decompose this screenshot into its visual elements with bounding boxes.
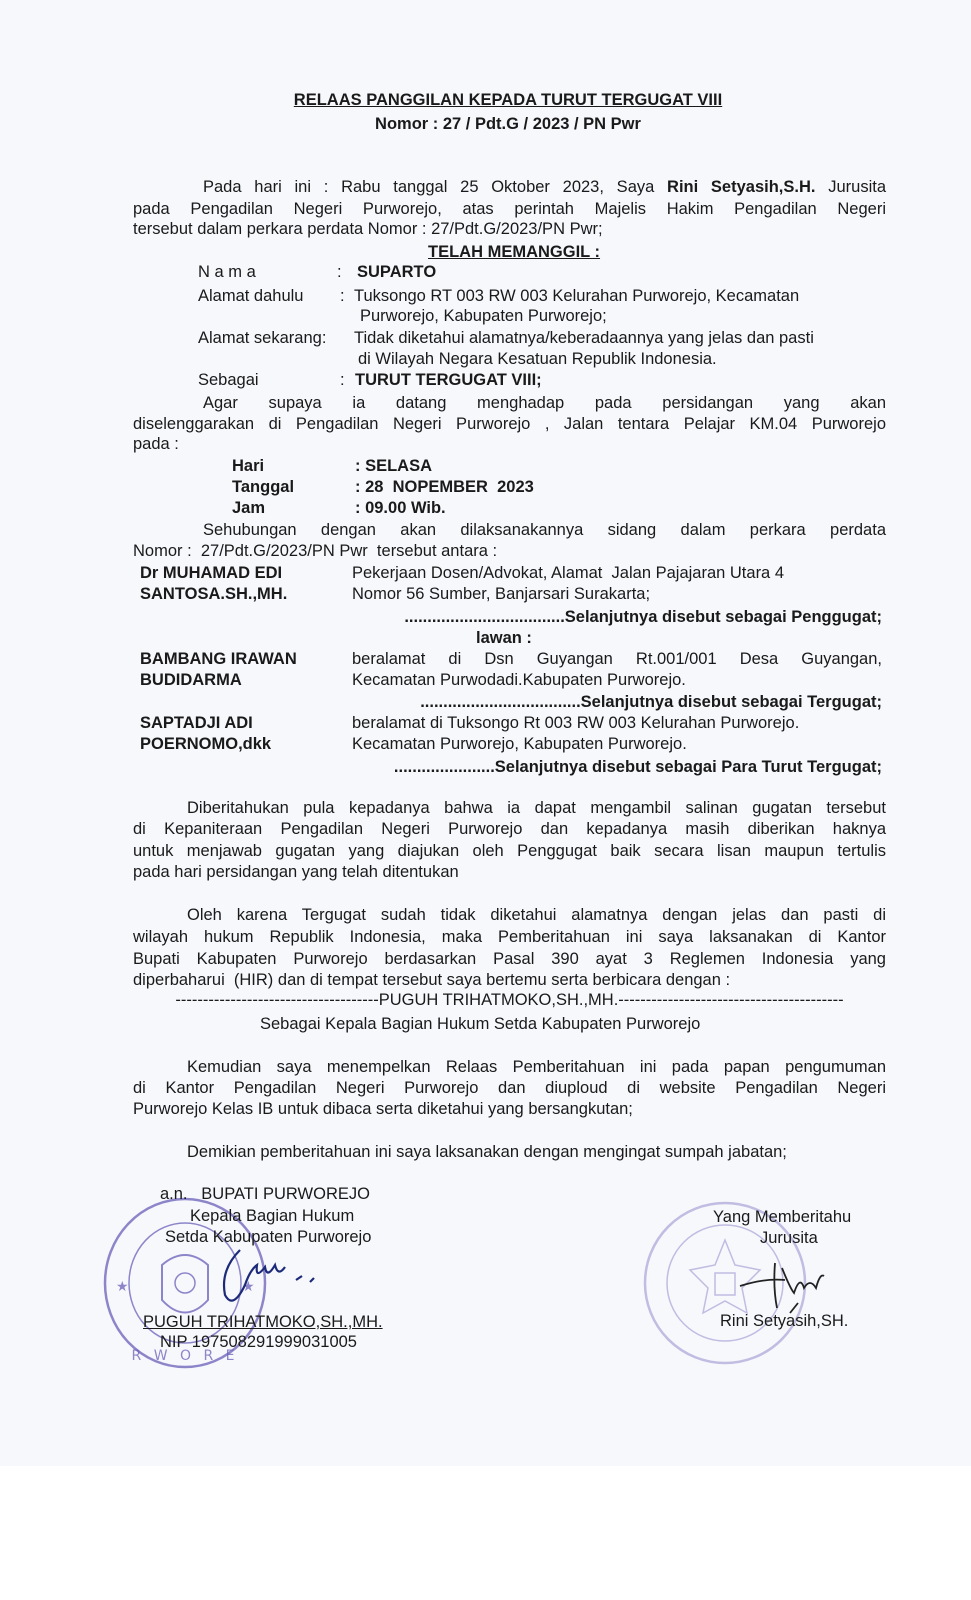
hari-value: : SELASA: [355, 457, 433, 475]
tanggal-value: : 28 NOPEMBER 2023: [355, 478, 534, 496]
paragraph-line: di Kepaniteraan Pengadilan Negeri Purworejo dan kepadanya masih diberikan haknya: [133, 820, 886, 838]
paragraph-line: diperbaharui (HIR) dan di tempat tersebut saya bertemu serta berbicara dengan :: [133, 971, 731, 989]
party-name: SANTOSA.SH.,MH.: [140, 585, 288, 603]
paragraph-line: Diberitahukan pula kepadanya bahwa ia dapat mengambil salinan gugatan tersebut: [187, 799, 886, 817]
party-name: BUDIDARMA: [140, 671, 242, 689]
intro-text: Jurusita: [815, 178, 886, 196]
paragraph-line: Purworejo Kelas IB untuk dibaca serta diketahui yang bersangkutan;: [133, 1100, 633, 1118]
sebagai-value: TURUT TERGUGAT VIII;: [355, 371, 542, 389]
paragraph-line: untuk menjawab gugatan yang diajukan oleh Penggugat baik secara lisan maupun tertulis: [133, 842, 886, 860]
party-address: beralamat di Dsn Guyangan Rt.001/001 Desa Guyangan,: [352, 650, 882, 668]
svg-text:R W O R E: R W O R E: [131, 1348, 239, 1364]
alamat-dahulu-value-2: Purworejo, Kabupaten Purworejo;: [360, 307, 607, 325]
signatory-nip: NIP 197508291999031005: [160, 1333, 357, 1351]
alamat-sekarang-value-2: di Wilayah Negara Kesatuan Republik Indonesia.: [358, 350, 717, 368]
bailiff-name: Rini Setyasih,S.H.: [667, 178, 816, 196]
colon: :: [340, 287, 345, 305]
party-role: ...................................Selanjutnya disebut sebagai Penggugat;: [404, 608, 882, 626]
case-number: Nomor : 27 / Pdt.G / 2023 / PN Pwr: [375, 115, 641, 133]
alamat-dahulu-label: Alamat dahulu: [198, 287, 304, 305]
intro-line-2: pada Pengadilan Negeri Purworejo, atas perintah Majelis Hakim Pengadilan Negeri: [133, 200, 886, 218]
intro-text: Pada hari ini : Rabu tanggal 25 Oktober 2023, Saya: [203, 178, 668, 196]
jam-label: Jam: [232, 499, 266, 517]
signature-left-icon: [200, 1240, 330, 1310]
colon: :: [337, 263, 342, 281]
closing-statement: Demikian pemberitahuan ini saya laksanakan dengan mengingat sumpah jabatan;: [187, 1143, 787, 1161]
paragraph-line: di Kantor Pengadilan Negeri Purworejo dan diuploud di website Pengadilan Negeri: [133, 1079, 886, 1097]
notifier-name: Rini Setyasih,SH.: [720, 1312, 849, 1330]
sebagai-label: Sebagai: [198, 371, 259, 389]
party-name: SAPTADJI ADI: [140, 714, 253, 732]
notifier-label: Yang Memberitahu: [713, 1208, 852, 1226]
hari-label: Hari: [232, 457, 265, 475]
party-address: beralamat di Tuksongo Rt 003 RW 003 Kelurahan Purworejo.: [352, 714, 800, 732]
alamat-sekarang-label: Alamat sekarang:: [198, 329, 327, 347]
signatory-on-behalf: a.n. BUPATI PURWOREJO: [160, 1185, 370, 1203]
party-address: Pekerjaan Dosen/Advokat, Alamat Jalan Pajajaran Utara 4: [352, 564, 784, 582]
signatory-office: Setda Kabupaten Purworejo: [165, 1228, 372, 1246]
paragraph-line: Oleh karena Tergugat sudah tidak diketahui alamatnya dengan jelas dan pasti di: [187, 906, 886, 924]
document-title: RELAAS PANGGILAN KEPADA TURUT TERGUGAT VIII: [293, 91, 723, 109]
paragraph-line: Bupati Kabupaten Purworejo berdasarkan Pasal 390 ayat 3 Reglemen Indonesia yang: [133, 950, 886, 968]
nama-label: N a m a: [198, 263, 256, 281]
nama-value: SUPARTO: [357, 263, 437, 281]
party-address: Nomor 56 Sumber, Banjarsari Surakarta;: [352, 585, 651, 603]
notifier-title: Jurusita: [760, 1229, 818, 1247]
colon: :: [340, 371, 345, 389]
sehubungan-line-2: Nomor : 27/Pdt.G/2023/PN Pwr tersebut antara :: [133, 542, 498, 560]
svg-text:★: ★: [116, 1278, 129, 1294]
agar-line-1: Agar supaya ia datang menghadap pada persidangan yang akan: [203, 394, 886, 412]
agar-line-2: diselenggarakan di Pengadilan Negeri Purworejo , Jalan tentara Pelajar KM.04 Purworejo: [133, 415, 886, 433]
party-role: ...................................Selanjutnya disebut sebagai Tergugat;: [420, 693, 882, 711]
party-name: POERNOMO,dkk: [140, 735, 272, 753]
paragraph-line: wilayah hukum Republik Indonesia, maka Pemberitahuan ini saya laksanakan di Kantor: [133, 928, 886, 946]
paragraph-line: pada hari persidangan yang telah ditentukan: [133, 863, 459, 881]
party-name: BAMBANG IRAWAN: [140, 650, 297, 668]
intro-line-3: tersebut dalam perkara perdata Nomor : 27/Pdt.G/2023/PN Pwr;: [133, 220, 603, 238]
party-role: ......................Selanjutnya disebut sebagai Para Turut Tergugat;: [393, 758, 882, 776]
lawan-label: lawan :: [476, 629, 532, 647]
intro-line-1: [203, 177, 886, 197]
met-person: -------------------------------------PUGUH TRIHATMOKO,SH.,MH.-----------------------------------------: [175, 991, 844, 1009]
tanggal-label: Tanggal: [232, 478, 295, 496]
svg-text:★: ★: [242, 1278, 255, 1294]
signature-right-icon: [730, 1258, 840, 1318]
party-address: Kecamatan Purworejo, Kabupaten Purworejo.: [352, 735, 687, 753]
party-address: Kecamatan Purwodadi.Kabupaten Purworejo.: [352, 671, 686, 689]
met-role: Sebagai Kepala Bagian Hukum Setda Kabupaten Purworejo: [260, 1015, 701, 1033]
party-name: Dr MUHAMAD EDI: [140, 564, 283, 582]
alamat-sekarang-value: Tidak diketahui alamatnya/keberadaannya yang jelas dan pasti: [354, 329, 814, 347]
paragraph-line: Kemudian saya menempelkan Relaas Pemberitahuan ini pada papan pengumuman: [187, 1058, 886, 1076]
signatory-title: Kepala Bagian Hukum: [190, 1207, 355, 1225]
agar-line-3: pada :: [133, 435, 179, 453]
signatory-name: PUGUH TRIHATMOKO,SH.,MH.: [143, 1313, 383, 1331]
sehubungan-line-1: Sehubungan dengan akan dilaksanakannya sidang dalam perkara perdata: [203, 521, 886, 539]
alamat-dahulu-value: Tuksongo RT 003 RW 003 Kelurahan Purworejo, Kecamatan: [354, 287, 800, 305]
section-heading: TELAH MEMANGGIL :: [428, 243, 601, 261]
jam-value: : 09.00 Wib.: [355, 499, 446, 517]
